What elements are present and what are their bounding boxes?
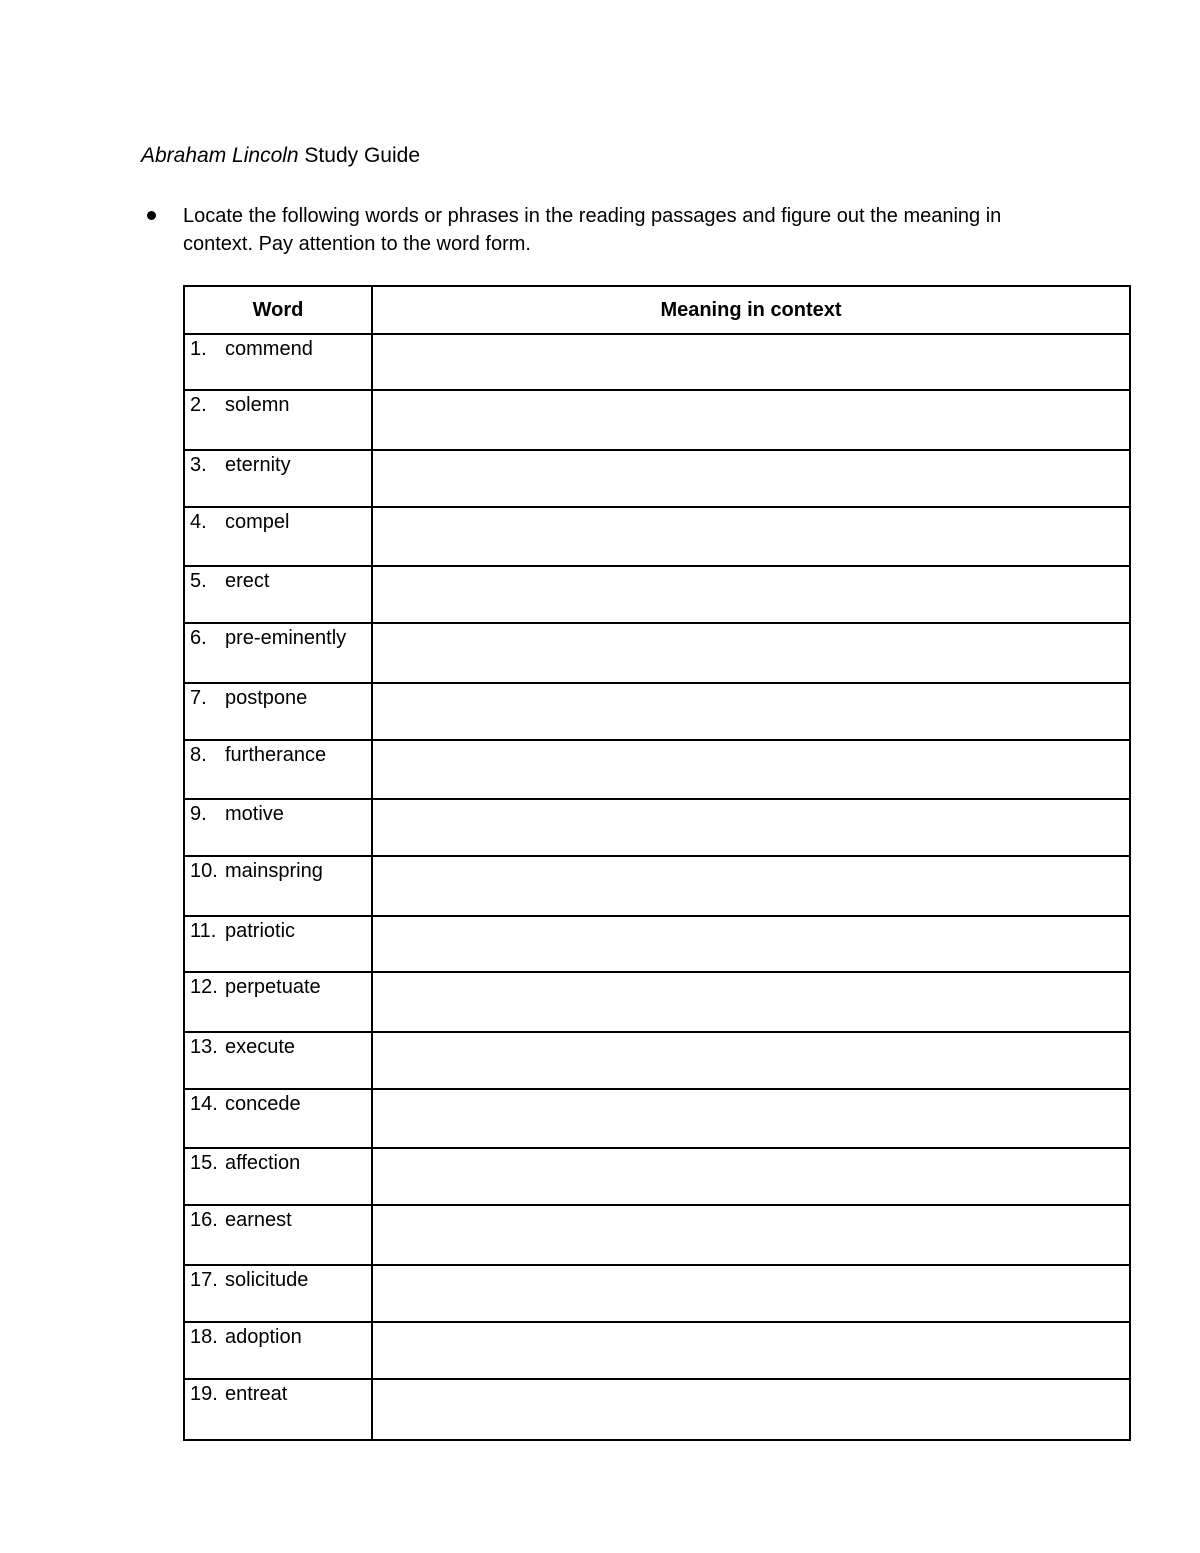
meaning-cell[interactable]: [372, 334, 1130, 390]
instruction-text: Locate the following words or phrases in the reading passages and figure out the meaning in context. Pay attention to the word form.: [183, 205, 1002, 255]
vocab-word: solemn: [225, 394, 290, 416]
row-number: 2.: [190, 394, 207, 416]
row-number: 19.: [190, 1383, 218, 1405]
table-row: [184, 1205, 1130, 1265]
word-cell: [184, 450, 372, 507]
word-cell: [184, 1322, 372, 1379]
row-number: 11.: [190, 920, 217, 942]
table-row: [184, 916, 1130, 972]
word-cell: [184, 916, 372, 972]
row-number: 16.: [190, 1209, 218, 1231]
meaning-cell[interactable]: [372, 507, 1130, 566]
vocab-word: eternity: [225, 454, 291, 476]
meaning-cell[interactable]: [372, 566, 1130, 623]
title-italic-part: Abraham Lincoln: [141, 144, 299, 167]
row-number: 13.: [190, 1036, 218, 1058]
row-number: 14.: [190, 1093, 218, 1115]
header-meaning: Meaning in context: [372, 286, 1130, 334]
vocab-word: compel: [225, 511, 290, 533]
row-number: 17.: [190, 1269, 218, 1291]
vocab-word: concede: [225, 1093, 301, 1115]
meaning-cell[interactable]: [372, 683, 1130, 740]
bullet-icon: [147, 211, 156, 220]
word-cell: [184, 972, 372, 1032]
word-cell: [184, 623, 372, 683]
table-row: [184, 1379, 1130, 1440]
row-number: 3.: [190, 454, 207, 476]
table-row: [184, 972, 1130, 1032]
vocab-word: patriotic: [225, 920, 296, 942]
table-header-row: [184, 286, 1130, 334]
table-row: [184, 799, 1130, 856]
word-cell: [184, 1148, 372, 1205]
meaning-cell[interactable]: [372, 450, 1130, 507]
vocab-word: affection: [225, 1152, 301, 1174]
vocab-word: erect: [225, 570, 270, 592]
vocab-word: earnest: [225, 1209, 292, 1231]
meaning-cell[interactable]: [372, 856, 1130, 916]
page-title: [141, 143, 420, 169]
meaning-cell[interactable]: [372, 623, 1130, 683]
meaning-cell[interactable]: [372, 1265, 1130, 1322]
vocab-word: entreat: [225, 1383, 288, 1405]
word-cell: [184, 683, 372, 740]
row-number: 7.: [190, 687, 207, 709]
meaning-cell[interactable]: [372, 1089, 1130, 1148]
row-number: 1.: [190, 338, 207, 360]
row-number: 9.: [190, 803, 207, 825]
meaning-cell[interactable]: [372, 916, 1130, 972]
word-cell: [184, 566, 372, 623]
word-cell: [184, 856, 372, 916]
table-row: [184, 683, 1130, 740]
row-number: 18.: [190, 1326, 218, 1348]
vocab-word: pre-eminently: [225, 627, 347, 649]
table-row: [184, 740, 1130, 799]
vocab-word: adoption: [225, 1326, 302, 1348]
word-cell: [184, 390, 372, 450]
table-row: [184, 390, 1130, 450]
meaning-cell[interactable]: [372, 740, 1130, 799]
table-row: [184, 1089, 1130, 1148]
word-cell: [184, 1089, 372, 1148]
table-row: [184, 856, 1130, 916]
meaning-cell[interactable]: [372, 1148, 1130, 1205]
word-cell: [184, 1032, 372, 1089]
meaning-cell[interactable]: [372, 1032, 1130, 1089]
vocabulary-table: [183, 285, 1131, 1441]
row-number: 10.: [190, 860, 218, 882]
meaning-cell[interactable]: [372, 972, 1130, 1032]
vocab-word: motive: [225, 803, 284, 825]
meaning-cell[interactable]: [372, 1379, 1130, 1440]
word-cell: [184, 799, 372, 856]
meaning-cell[interactable]: [372, 1322, 1130, 1379]
table-row: [184, 1265, 1130, 1322]
vocab-word: solicitude: [225, 1269, 309, 1291]
meaning-cell[interactable]: [372, 390, 1130, 450]
table-row: [184, 566, 1130, 623]
header-word: Word: [184, 286, 372, 334]
vocab-word: mainspring: [225, 860, 323, 882]
table-row: [184, 1322, 1130, 1379]
row-number: 5.: [190, 570, 207, 592]
table-body: [184, 334, 1130, 1440]
meaning-cell[interactable]: [372, 799, 1130, 856]
row-number: 15.: [190, 1152, 218, 1174]
row-number: 4.: [190, 511, 207, 533]
word-cell: [184, 740, 372, 799]
table-row: [184, 334, 1130, 390]
meaning-cell[interactable]: [372, 1205, 1130, 1265]
word-cell: [184, 1379, 372, 1440]
vocab-word: furtherance: [225, 744, 327, 766]
table-row: [184, 1148, 1130, 1205]
table-row: [184, 623, 1130, 683]
table-row: [184, 507, 1130, 566]
row-number: 12.: [190, 976, 218, 998]
title-regular-part: Study Guide: [298, 144, 420, 167]
table-row: [184, 450, 1130, 507]
vocab-word: commend: [225, 338, 313, 360]
word-cell: [184, 334, 372, 390]
word-cell: [184, 507, 372, 566]
table-row: [184, 1032, 1130, 1089]
row-number: 6.: [190, 627, 207, 649]
vocab-word: execute: [225, 1036, 296, 1058]
word-cell: [184, 1265, 372, 1322]
vocab-word: perpetuate: [225, 976, 321, 998]
vocab-word: postpone: [225, 687, 308, 709]
word-cell: [184, 1205, 372, 1265]
row-number: 8.: [190, 744, 207, 766]
